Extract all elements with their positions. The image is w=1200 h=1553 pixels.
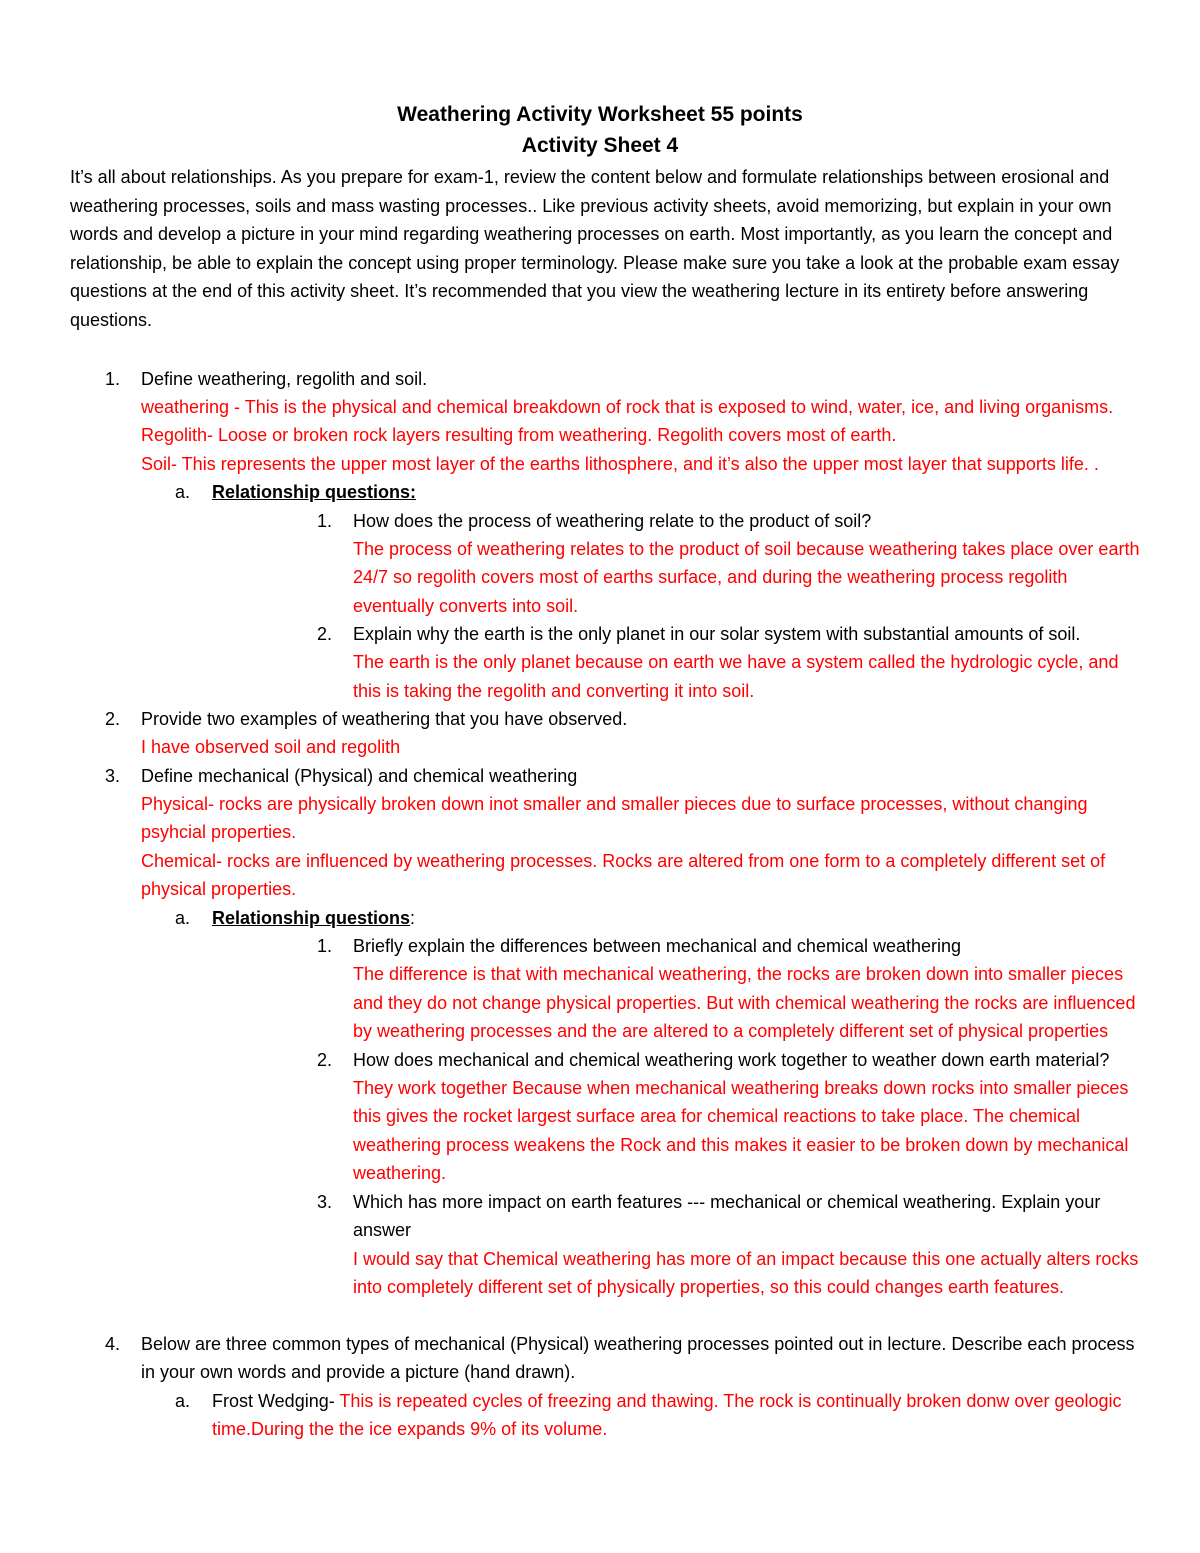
q1-number: 1. xyxy=(104,369,120,389)
q4-sub-label: a. xyxy=(174,1391,190,1411)
q3-subq3-question-line: Which has more impact on earth features --- mechanical or chemical weathering. Explain your xyxy=(353,1192,1101,1212)
q3-relationship-title: Relationship questions xyxy=(212,908,411,928)
q1-text: Define weathering, regolith and soil. xyxy=(141,369,428,389)
q4-frost-wedging xyxy=(212,1387,1122,1415)
q3-subq2-answer-line: this gives the rocket largest surface area for chemical reactions to take place. The chemical xyxy=(353,1106,1081,1126)
q1-subq1-number: 1. xyxy=(316,511,332,531)
q3-subq1-answer-line: The difference is that with mechanical weathering, the rocks are broken down into smaller pieces xyxy=(353,964,1124,984)
q1-subq1-answer-line: 24/7 so regolith covers most of earths surface, and during the weathering process regolith xyxy=(353,567,1068,587)
page-subtitle: Activity Sheet 4 xyxy=(521,134,679,157)
q1-relationship-heading: Relationship questions: xyxy=(212,482,417,502)
frost-wedging-answer-line: time.During the the ice expands 9% of its volume. xyxy=(212,1419,608,1439)
q3-relationship-colon: : xyxy=(410,908,416,928)
q1-answer-soil: Soil- This represents the upper most layer of the earths lithosphere, and it’s also the upper most layer that supports life. . xyxy=(141,454,1099,474)
q1-subq2-number: 2. xyxy=(316,624,332,644)
q4-number: 4. xyxy=(104,1334,120,1354)
q2-number: 2. xyxy=(104,709,120,729)
q3-subq2-answer-line: weathering. xyxy=(353,1163,447,1183)
q3-subq3-question-line: answer xyxy=(353,1220,412,1240)
q1-subq2-answer-line: The earth is the only planet because on earth we have a system called the hydrologic cycle, and xyxy=(353,652,1119,672)
q3-answer-line: Physical- rocks are physically broken down inot smaller and smaller pieces due to surface processes, without changing xyxy=(141,794,1088,814)
q1-subq1-answer-line: eventually converts into soil. xyxy=(353,596,579,616)
q1-answer-regolith: Regolith- Loose or broken rock layers resulting from weathering. Regolith covers most of earth. xyxy=(141,425,897,445)
q3-relationship-heading xyxy=(212,904,415,932)
q1-subq1-answer-line: The process of weathering relates to the product of soil because weathering takes place over earth xyxy=(353,539,1140,559)
q1-subq2-question: Explain why the earth is the only planet in our solar system with substantial amounts of soil. xyxy=(353,624,1081,644)
q3-answer-line: physical properties. xyxy=(141,879,297,899)
q3-answer-line: Chemical- rocks are influenced by weathering processes. Rocks are altered from one form to a completely different set of xyxy=(141,851,1106,871)
q2-answer: I have observed soil and regolith xyxy=(141,737,401,757)
q3-subq1-answer-line: by weathering processes and the are altered to a completely different set of physical properties xyxy=(353,1021,1109,1041)
q1-subq1-question: How does the process of weathering relate to the product of soil? xyxy=(353,511,872,531)
q1-sub-label: a. xyxy=(174,482,190,502)
q4-text-line: Below are three common types of mechanical (Physical) weathering processes pointed out in lecture. Describe each process xyxy=(141,1334,1135,1354)
q3-subq1-answer-line: and they do not change physical properties. But with chemical weathering the rocks are influenced xyxy=(353,993,1136,1013)
q3-subq2-number: 2. xyxy=(316,1050,332,1070)
frost-wedging-label: Frost Wedging- xyxy=(212,1391,340,1411)
q2-text: Provide two examples of weathering that you have observed. xyxy=(141,709,628,729)
q3-subq2-question: How does mechanical and chemical weathering work together to weather down earth material? xyxy=(353,1050,1110,1070)
q3-number: 3. xyxy=(104,766,120,786)
intro-paragraph: It’s all about relationships. As you prepare for exam-1, review the content below and formulate relationships between erosional and weathering processes, soils and mass wasting processes.. Like previous activity sheets, avoid memorizing, but explain in your own words and develop a picture in your mind regarding weathering processes on earth. Most importantly, as you learn the concept and relationship, be able to explain the concept using proper terminology. Please make sure you take a look at the probable exam essay questions at the end of this activity sheet. It’s recommended that you view the weathering lecture in its entirety before answering questions. xyxy=(70,167,1120,330)
q1-subq2-answer-line: this is taking the regolith and converting it into soil. xyxy=(353,681,755,701)
q3-subq3-number: 3. xyxy=(316,1192,332,1212)
q3-subq3-answer-line: into completely different set of physically properties, so this could changes earth features. xyxy=(353,1277,1065,1297)
q4-text-line: in your own words and provide a picture (hand drawn). xyxy=(141,1362,576,1382)
q1-answer-weathering: weathering - This is the physical and chemical breakdown of rock that is exposed to wind, water, ice, and living organisms. xyxy=(141,397,1114,417)
q3-subq3-answer-line: I would say that Chemical weathering has more of an impact because this one actually alters rocks xyxy=(353,1249,1139,1269)
page-title: Weathering Activity Worksheet 55 points xyxy=(397,103,803,126)
q3-text: Define mechanical (Physical) and chemical weathering xyxy=(141,766,578,786)
q3-subq2-answer-line: weathering process weakens the Rock and this makes it easier to be broken down by mechanical xyxy=(353,1135,1129,1155)
q3-sub-label: a. xyxy=(174,908,190,928)
frost-wedging-answer-line: This is repeated cycles of freezing and thawing. The rock is continually broken donw over geologic xyxy=(339,1391,1122,1411)
q3-subq2-answer-line: They work together Because when mechanical weathering breaks down rocks into smaller pieces xyxy=(353,1078,1129,1098)
q3-answer-line: psyhcial properties. xyxy=(141,822,297,842)
q3-subq1-question: Briefly explain the differences between mechanical and chemical weathering xyxy=(353,936,962,956)
q3-subq1-number: 1. xyxy=(316,936,332,956)
